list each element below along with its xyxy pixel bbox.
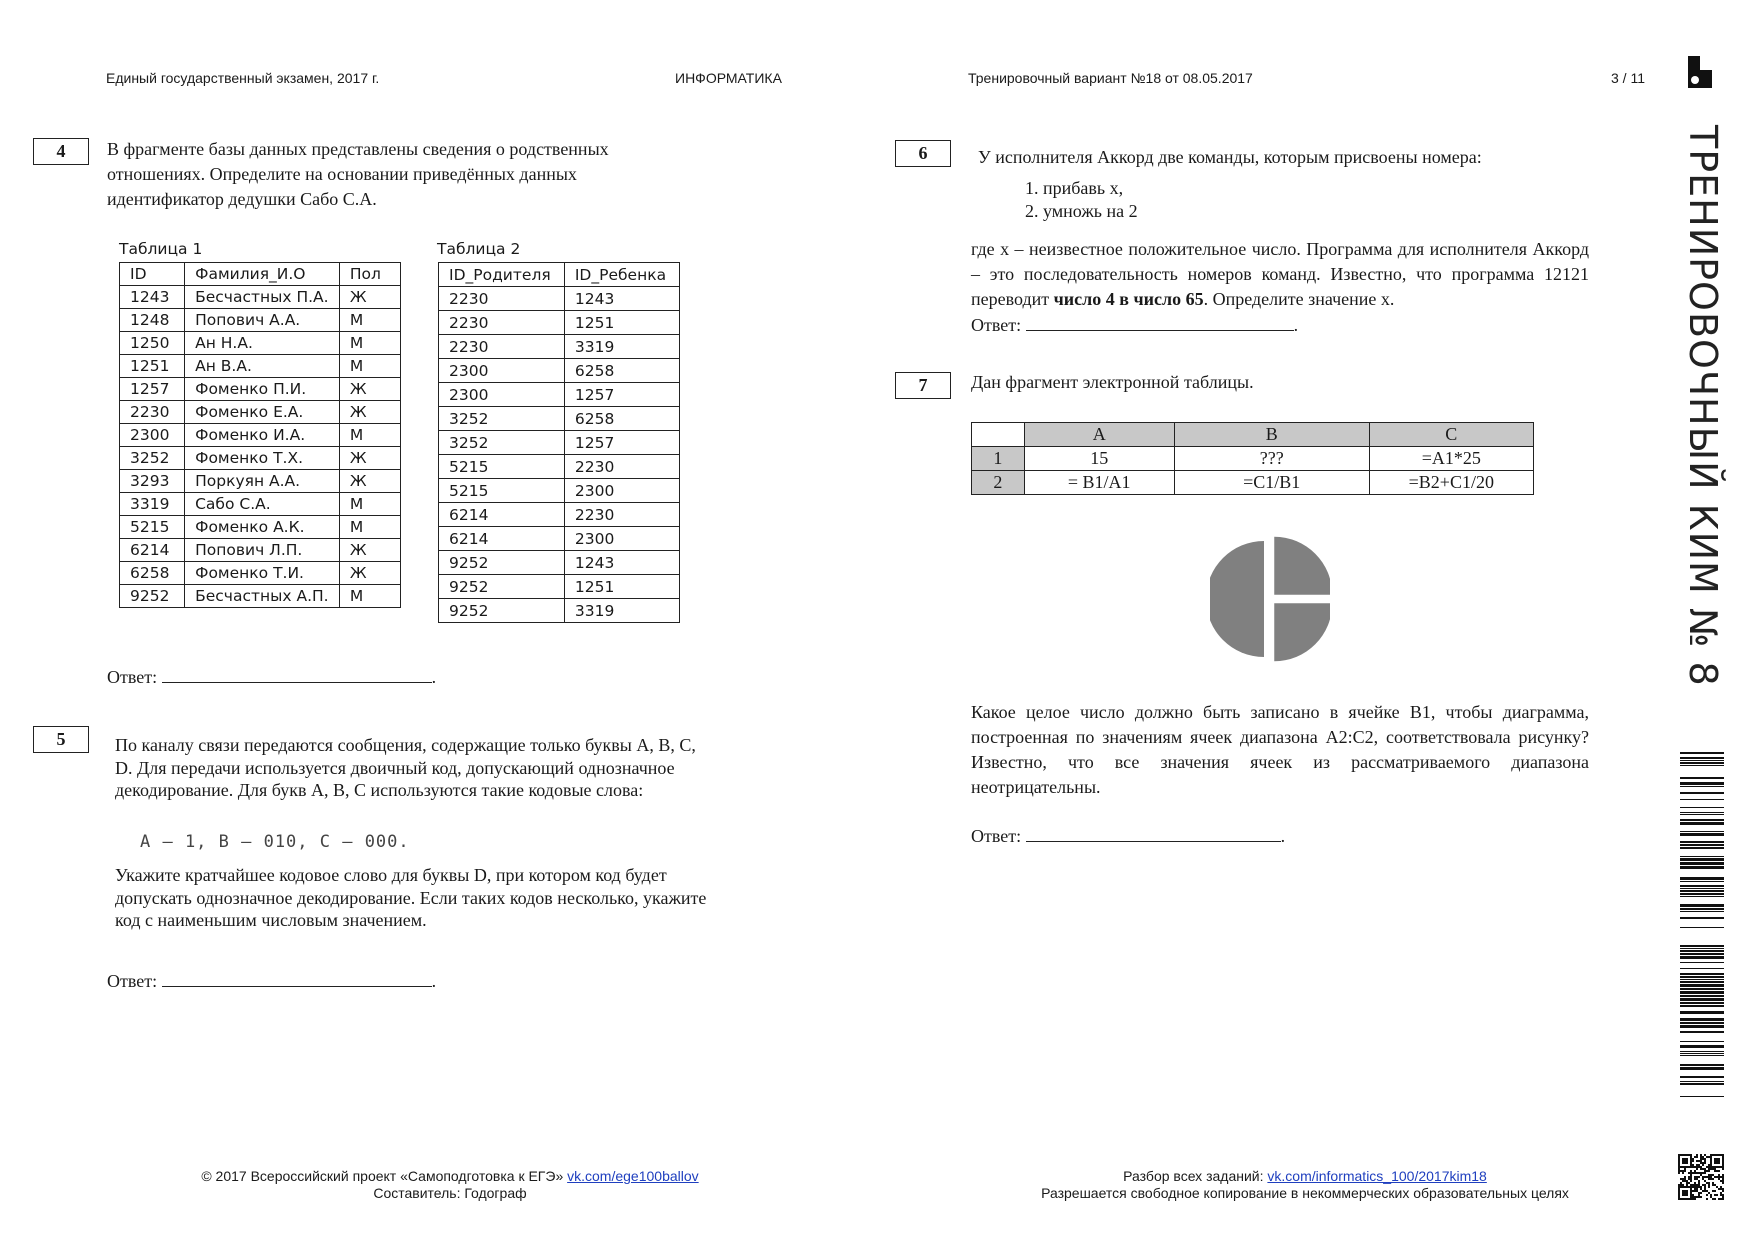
table-1-row-cell: 2300 <box>120 424 185 447</box>
question-5-answer: Ответ: . <box>107 968 436 994</box>
answer-label: Ответ: <box>971 315 1022 335</box>
side-title: ТРЕНИРОВОЧНЫЙ КИМ № 8 <box>1681 125 1725 687</box>
question-7-answer: Ответ: . <box>971 823 1285 849</box>
table-2-row-cell: 2230 <box>439 311 565 335</box>
table-2-row-cell: 1257 <box>564 383 679 407</box>
question-6-answer: Ответ: . <box>971 312 1298 338</box>
table-2-row-cell: 2300 <box>439 359 565 383</box>
sheet-column-header: B <box>1174 423 1369 447</box>
question-7-number: 7 <box>895 372 951 399</box>
table-2-row-cell: 5215 <box>439 479 565 503</box>
table-1-row-cell: 5215 <box>120 516 185 539</box>
pie-slice-c2 <box>1274 603 1330 661</box>
table-2-row <box>439 359 680 383</box>
pie-chart <box>1210 526 1330 672</box>
table-1-row-cell: 6214 <box>120 539 185 562</box>
sheet-cell-b1: ??? <box>1174 447 1369 471</box>
table-1-row-cell: М <box>339 332 400 355</box>
table-2-header: ID_Родителя <box>439 263 565 287</box>
question-6-number: 6 <box>895 140 951 167</box>
table-2-row-cell: 9252 <box>439 599 565 623</box>
footer-left-link[interactable]: vk.com/ege100ballov <box>567 1168 699 1184</box>
question-6-intro: У исполнителя Аккорд две команды, которым присвоены номера: <box>978 147 1482 167</box>
table-1-row-cell: М <box>339 585 400 608</box>
question-5-text-1: По каналу связи передаются сообщения, содержащие только буквы A, B, C, D. Для передачи используется двоичный код, допускающий однозначное декодирование. Для букв A, B, C используются такие кодовые слова: <box>115 735 696 800</box>
table-2-row <box>439 311 680 335</box>
header-page-number: 3 / 11 <box>1611 70 1645 86</box>
table-1-row-cell: Фоменко А.К. <box>185 516 340 539</box>
table-2-row-cell: 1251 <box>564 311 679 335</box>
table-2-row-cell: 1243 <box>564 551 679 575</box>
table-1-row-cell: Бесчастных П.А. <box>185 286 340 309</box>
question-6-body-pre: где x – неизвестное положительное число. Программа для исполнителя Аккорд – это последовательность номеров команд. Известно, что программа 12121 переводит <box>971 239 1589 309</box>
table-1-row-cell: Ан В.А. <box>185 355 340 378</box>
question-6-command-2: 2. умножь на 2 <box>1025 201 1138 221</box>
table-2-row <box>439 455 680 479</box>
pie-slice-a2 <box>1210 541 1264 657</box>
question-6-body-bold: число 4 в число 65 <box>1053 289 1204 309</box>
table-2-row-cell: 2300 <box>564 479 679 503</box>
table-1-row-cell: Ж <box>339 470 400 493</box>
table-1-row-cell: Фоменко П.И. <box>185 378 340 401</box>
question-5-codes: A – 1, B – 010, C – 000. <box>140 832 410 852</box>
table-2-row-cell: 3319 <box>564 599 679 623</box>
sheet-row-header: 1 <box>972 447 1025 471</box>
table-1-row-cell: 6258 <box>120 562 185 585</box>
question-4-number: 4 <box>33 138 89 165</box>
footer-right-link[interactable]: vk.com/informatics_100/2017kim18 <box>1267 1168 1487 1184</box>
table-1-row-cell: М <box>339 309 400 332</box>
question-5-text-2: Укажите кратчайшее кодовое слово для буквы D, при котором код будет допускать однозначное декодирование. Если таких кодов несколько, укажите код с наименьшим числовым значением. <box>115 865 707 930</box>
question-4-answer: Ответ: . <box>107 664 436 690</box>
table-2-row-cell: 6214 <box>439 527 565 551</box>
header-variant: Тренировочный вариант №18 от 08.05.2017 <box>968 70 1253 86</box>
table-1-row <box>120 516 401 539</box>
table-2-row-cell: 2230 <box>439 287 565 311</box>
footer-left <box>140 1168 760 1202</box>
question-6-body-post: . Определите значение x. <box>1203 289 1395 309</box>
footer-right-line2: Разрешается свободное копирование в некоммерческих образовательных целях <box>1041 1185 1569 1201</box>
question-7-question: Какое целое число должно быть записано в ячейке B1, чтобы диаграмма, построенная по значениям ячеек диапазона A2:C2, соответствовала рисунку? Известно, что все значения ячеек из рассматриваемого диапазона неотрицательны. <box>971 702 1589 797</box>
qr-code <box>1678 1154 1724 1200</box>
table-1-row-cell: 1248 <box>120 309 185 332</box>
table-1-row-cell: 3319 <box>120 493 185 516</box>
header-subject: ИНФОРМАТИКА <box>675 70 782 86</box>
question-6-body <box>971 237 1589 312</box>
sheet-cell-c1: =A1*25 <box>1369 447 1533 471</box>
table-1-row-cell: Фоменко Т.И. <box>185 562 340 585</box>
footer-left-line2: Составитель: Годограф <box>373 1185 527 1201</box>
table-1-row-cell: М <box>339 355 400 378</box>
table-1-row <box>120 332 401 355</box>
table-2-row-cell: 2230 <box>439 335 565 359</box>
table-2-row <box>439 551 680 575</box>
table-2-row-cell: 2230 <box>564 455 679 479</box>
table-2-row-cell: 9252 <box>439 551 565 575</box>
table-1-caption: Таблица 1 <box>119 240 203 258</box>
table-2-row-cell: 3252 <box>439 407 565 431</box>
table-1-row-cell: Ж <box>339 562 400 585</box>
footer-right-text: Разбор всех заданий: <box>1123 1168 1268 1184</box>
table-1-row-cell: М <box>339 493 400 516</box>
logo-mark <box>1688 56 1712 88</box>
question-4-text: В фрагменте базы данных представлены сведения о родственных отношениях. Определите на основании приведённых данных идентификатор дедушки Сабо С.А. <box>107 139 609 209</box>
table-1-row <box>120 539 401 562</box>
table-2-row-cell: 3252 <box>439 431 565 455</box>
table-2-row-cell: 2230 <box>564 503 679 527</box>
table-2-row-cell: 6258 <box>564 407 679 431</box>
header-exam-title: Единый государственный экзамен, 2017 г. <box>106 70 380 86</box>
table-2-row-cell: 9252 <box>439 575 565 599</box>
table-1-row-cell: 2230 <box>120 401 185 424</box>
answer-field[interactable] <box>1026 823 1281 842</box>
table-1-row-cell: 1257 <box>120 378 185 401</box>
table-2-row-cell: 1257 <box>564 431 679 455</box>
table-2-row-cell: 6214 <box>439 503 565 527</box>
table-2-row <box>439 335 680 359</box>
table-1-row-cell: Ж <box>339 447 400 470</box>
table-1-row <box>120 286 401 309</box>
spreadsheet-fragment <box>971 422 1534 495</box>
relatives-table-1 <box>119 262 401 608</box>
table-2-row <box>439 407 680 431</box>
table-2-row <box>439 287 680 311</box>
table-1-row-cell: Фоменко Т.Х. <box>185 447 340 470</box>
table-1-row <box>120 424 401 447</box>
table-1-row-cell: Ж <box>339 401 400 424</box>
answer-label: Ответ: <box>107 971 158 991</box>
table-1-row-cell: Ж <box>339 286 400 309</box>
table-1-row <box>120 493 401 516</box>
question-5-number: 5 <box>33 726 89 753</box>
table-1-row-cell: М <box>339 424 400 447</box>
sheet-cell-a2: = B1/A1 <box>1024 471 1174 495</box>
table-1-header: ID <box>120 263 185 286</box>
answer-label: Ответ: <box>971 826 1022 846</box>
table-1-row-cell: Ж <box>339 539 400 562</box>
table-1-row <box>120 447 401 470</box>
table-1-row-cell: Фоменко И.А. <box>185 424 340 447</box>
table-1-header: Пол <box>339 263 400 286</box>
footer-right <box>1010 1168 1600 1202</box>
barcode <box>1680 752 1724 1100</box>
table-1-header: Фамилия_И.О <box>185 263 340 286</box>
relatives-table-2 <box>438 262 680 623</box>
table-1-row-cell: М <box>339 516 400 539</box>
footer-left-text: © 2017 Всероссийский проект «Самоподготовка к ЕГЭ» <box>201 1168 568 1184</box>
table-2-caption: Таблица 2 <box>437 240 521 258</box>
sheet-column-header: C <box>1369 423 1533 447</box>
table-1-row-cell: Попович А.А. <box>185 309 340 332</box>
table-1-row-cell: Ж <box>339 378 400 401</box>
table-1-row-cell: 3252 <box>120 447 185 470</box>
table-1-row <box>120 585 401 608</box>
table-2-row-cell: 1251 <box>564 575 679 599</box>
table-1-row-cell: Бесчастных А.П. <box>185 585 340 608</box>
sheet-cell-b2: =C1/B1 <box>1174 471 1369 495</box>
table-2-row <box>439 527 680 551</box>
pie-slice-b2 <box>1274 537 1330 595</box>
question-7-intro: Дан фрагмент электронной таблицы. <box>971 372 1254 392</box>
table-2-row <box>439 575 680 599</box>
table-1-row <box>120 401 401 424</box>
table-1-row-cell: 1251 <box>120 355 185 378</box>
answer-label: Ответ: <box>107 667 158 687</box>
table-2-row <box>439 479 680 503</box>
table-2-row-cell: 6258 <box>564 359 679 383</box>
answer-field[interactable] <box>162 968 432 987</box>
table-1-row-cell: Фоменко Е.А. <box>185 401 340 424</box>
table-1-row-cell: Ан Н.А. <box>185 332 340 355</box>
table-2-row-cell: 3319 <box>564 335 679 359</box>
sheet-column-header: A <box>1024 423 1174 447</box>
table-1-row-cell: 9252 <box>120 585 185 608</box>
table-1-row-cell: Сабо С.А. <box>185 493 340 516</box>
table-2-row <box>439 383 680 407</box>
table-1-row <box>120 309 401 332</box>
table-2-row <box>439 599 680 623</box>
sheet-corner <box>972 423 1025 447</box>
table-2-row-cell: 5215 <box>439 455 565 479</box>
table-1-row <box>120 470 401 493</box>
table-2-row-cell: 2300 <box>439 383 565 407</box>
table-1-row-cell: Попович Л.П. <box>185 539 340 562</box>
sheet-cell-c2: =B2+C1/20 <box>1369 471 1533 495</box>
table-1-row <box>120 378 401 401</box>
table-1-row-cell: 1250 <box>120 332 185 355</box>
table-1-row-cell: 1243 <box>120 286 185 309</box>
table-1-row-cell: Поркуян А.А. <box>185 470 340 493</box>
table-2-row <box>439 431 680 455</box>
answer-field[interactable] <box>162 664 432 683</box>
table-2-row-cell: 1243 <box>564 287 679 311</box>
sheet-cell-a1: 15 <box>1024 447 1174 471</box>
answer-field[interactable] <box>1026 312 1294 331</box>
table-1-row <box>120 562 401 585</box>
question-6-command-1: 1. прибавь x, <box>1025 178 1124 198</box>
table-1-row-cell: 3293 <box>120 470 185 493</box>
table-2-header: ID_Ребенка <box>564 263 679 287</box>
table-2-row <box>439 503 680 527</box>
table-1-row <box>120 355 401 378</box>
table-2-row-cell: 2300 <box>564 527 679 551</box>
sheet-row-header: 2 <box>972 471 1025 495</box>
